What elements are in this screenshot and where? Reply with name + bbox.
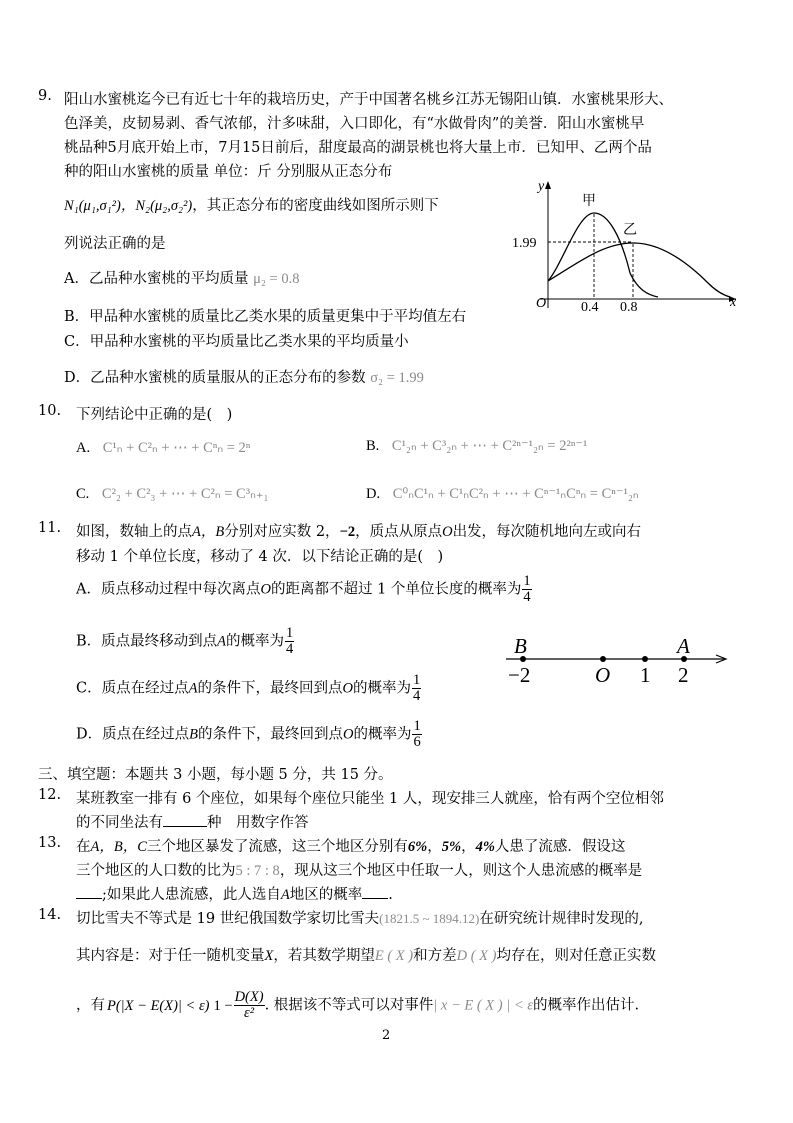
q11-l1e: ，质点从原点: [355, 524, 443, 540]
q11-l1a: 如图，数轴上的点: [76, 524, 192, 540]
q11-b-fraction: [285, 626, 294, 657]
q9-option-d-math: σ₂ = 1.99: [370, 370, 424, 386]
q14-frac-num: D(X): [234, 989, 264, 1005]
q13-rate-3: 4%: [475, 839, 495, 855]
q9-line1: 阳山水蜜桃迄今已有近七十年的栽培历史，产于中国著名桃乡江苏无锡阳山镇．水蜜桃果形大、: [64, 92, 673, 108]
tick-0-4-label: 0.4: [581, 300, 599, 313]
q11-d-den: 6: [413, 734, 421, 751]
q14-l3a: ，有: [76, 997, 105, 1014]
q13-l2b: ，现从这三个地区中任取一人，则这个人患流感的概率是: [279, 863, 643, 879]
page-number: 2: [382, 1028, 391, 1043]
q11-c-o: O: [342, 680, 353, 697]
label-origin: O: [595, 663, 611, 687]
q10-option-a-label: A.: [76, 440, 91, 456]
q10-option-d: [366, 486, 639, 503]
q10-option-d-expr: C⁰ₙC¹ₙ + C¹ₙC²ₙ + ⋯ + Cⁿ⁻¹ₙCⁿₙ = Cⁿ⁻¹₂ₙ: [392, 486, 639, 502]
q11-a2: 的距离都不超过 1 个单位长度的概率为: [270, 581, 522, 598]
q11-a-num: 1: [523, 573, 531, 589]
q12-number: 12.: [38, 787, 62, 803]
jia-curve: [548, 213, 658, 297]
q13-l1d: 人患了流感．假设这: [494, 839, 626, 855]
q11-a-o: O: [260, 581, 271, 598]
q11-d1: D．质点在经过点: [76, 726, 190, 743]
q14-line3: [76, 990, 639, 1021]
q14-l2a: 其内容是：对于任一随机变量: [76, 948, 265, 964]
q11-option-b: [76, 626, 294, 657]
q11-c1: C．质点在经过点: [76, 680, 189, 697]
q13-l2a: 三个地区的人口数的比为: [76, 863, 236, 879]
q11-points-ab: A，B: [192, 524, 225, 540]
q14-l2b: ，若其数学期望: [273, 948, 375, 964]
q9-option-d: [64, 366, 424, 387]
q14-line2: [76, 944, 656, 965]
q11-c-den: 4: [412, 688, 421, 705]
q12-answer-blank[interactable]: [163, 826, 207, 827]
q12-line2: [76, 811, 309, 832]
point-one-dot: [642, 656, 648, 662]
q14-fraction: [234, 990, 265, 1021]
q13-regions: A，B，C: [90, 839, 147, 855]
q13-sep-1: ，: [427, 839, 442, 855]
q13-line2: [76, 859, 642, 880]
q10-option-b: [366, 438, 587, 455]
q13-sep-2: ，: [461, 839, 476, 855]
q11-d3: 的概率为: [353, 726, 412, 743]
q11-option-d: [76, 719, 422, 750]
q13-blank-2[interactable]: [362, 898, 388, 899]
q9-line2: 色泽美，皮韧易剥、香气浓郁，汁多味甜，入口即化，有“水做骨肉”的美誉．阳山水蜜桃早: [64, 116, 645, 132]
q9-line5-text: ，其正态分布的密度曲线如图所示则下: [192, 198, 439, 214]
q11-option-a: [76, 574, 532, 605]
q14-event: | x − E ( X ) | < ε: [433, 997, 533, 1014]
yi-label: 乙: [623, 222, 637, 238]
q9-option-a-text: A．乙品种水蜜桃的平均质量: [64, 271, 249, 287]
q11-option-c: [76, 673, 421, 704]
q14-line1: [76, 907, 643, 928]
q11-d-b: B: [189, 726, 198, 743]
q14-frac-den: ε²: [244, 1005, 255, 1022]
q11-line2: 移动 1 个单位长度，移动了 4 次．以下结论正确的是( ): [76, 549, 444, 565]
q13-ratio: 5 : 7 : 8: [235, 863, 280, 879]
q11-minus-two: −2: [339, 524, 356, 540]
q9-option-a-math: μ₂ = 0.8: [253, 271, 300, 287]
q11-d-fraction: [412, 719, 421, 750]
q9-line6: 列说法正确的是: [64, 236, 166, 252]
q13-blank-1[interactable]: [76, 898, 102, 899]
q14-l3c: 的概率作出估计.: [532, 997, 640, 1014]
q13-line1: [76, 835, 625, 856]
q13-l3a: ;如果此人患流感，此人选自: [102, 887, 281, 903]
jia-label: 甲: [582, 193, 596, 209]
origin-label: O: [536, 296, 547, 311]
label-two: 2: [678, 663, 689, 687]
q11-c-num: 1: [412, 672, 421, 688]
q11-d-num: 1: [413, 718, 421, 734]
q14-l2c: 和方差: [413, 948, 457, 964]
q9-line4: 种的阳山水蜜桃的质量 单位：斤 分别服从正态分布: [64, 164, 393, 180]
q12-line1: 某班教室一排有 6 个座位，如果每个座位只能坐 1 人，现安排三人就座，恰有两个空位相邻: [76, 791, 664, 807]
q11-b2: 的概率为: [226, 633, 285, 650]
q11-l1c: 分别对应实数 2，: [224, 524, 340, 540]
y-axis-arrow: [545, 181, 551, 189]
q11-b-a: A: [217, 633, 227, 650]
q10-option-d-label: D.: [366, 486, 381, 502]
q11-number-line: [500, 632, 732, 690]
q14-l1a: 切比雪夫不等式是 19 世纪俄国数学家切比雪夫: [76, 911, 380, 927]
section-3-heading: 三、填空题：本题共 3 小题，每小题 5 分，共 15 分。: [38, 767, 393, 783]
q11-d-o: O: [342, 726, 354, 743]
q10-stem: 下列结论中正确的是( ): [76, 407, 233, 423]
q14-one-minus: 1 −: [213, 997, 233, 1014]
q9-option-d-text: D．乙品种水蜜桃的质量服从的正态分布的参数: [64, 370, 366, 386]
q9-density-graph: [508, 178, 748, 313]
q9-option-c: C．甲品种水蜜桃的平均质量比乙类水果的平均质量小: [64, 334, 409, 350]
q11-b1: B．质点最终移动到点: [76, 633, 218, 650]
q14-number: 14.: [38, 907, 62, 923]
q14-l3b: . 根据该不等式可以对事件: [264, 997, 434, 1014]
q11-c-fraction: [412, 673, 421, 704]
q13-number: 13.: [38, 835, 62, 851]
value-1-99-label: 1.99: [512, 236, 537, 251]
yi-curve: [548, 243, 730, 297]
q13-l3c: 地区的概率: [289, 887, 363, 903]
q11-a-fraction: [522, 574, 531, 605]
q11-a-den: 4: [523, 589, 531, 606]
q10-number: 10.: [38, 403, 62, 419]
point-o-dot: [600, 656, 606, 662]
y-axis-label: y: [538, 179, 545, 194]
q13-l1a: 在: [76, 839, 91, 855]
q14-inequality: P(|X − E(X)| < ε): [107, 997, 210, 1014]
q9-line5: [64, 194, 439, 215]
q9-number: 9.: [38, 88, 52, 104]
q9-distribution-math: N₁(μ₁,σ₁²)，N₂(μ₂,σ₂²): [64, 198, 193, 214]
q13-region-a: A: [280, 887, 290, 903]
q13-rate-2: 5%: [441, 839, 462, 855]
label-one: 1: [640, 663, 651, 687]
q14-expectation: E ( X ): [374, 948, 414, 964]
q13-line3: [76, 883, 393, 904]
q10-option-a-expr: C¹ₙ + C²ₙ + ⋯ + Cⁿₙ = 2ⁿ: [102, 440, 251, 456]
q10-option-b-expr: C¹₂ₙ + C³₂ₙ + ⋯ + C²ⁿ⁻¹₂ₙ = 2²ⁿ⁻¹: [391, 438, 588, 454]
label-a: A: [677, 634, 690, 658]
q12-l2b: 种 用数字作答: [207, 815, 309, 831]
q11-line1: [76, 520, 641, 541]
q10-option-c-label: C.: [76, 486, 90, 502]
q14-l2d: 均存在，则对任意正实数: [496, 948, 656, 964]
q13-rate-1: 6%: [407, 839, 428, 855]
q11-a1: A．质点移动过程中每次离点: [76, 581, 261, 598]
q10-option-c: [76, 486, 269, 503]
q10-option-c-expr: C²₂ + C²₃ + ⋯ + C²ₙ = C³ₙ₊₁: [101, 486, 269, 502]
q14-var-x: X: [264, 948, 274, 964]
q11-d2: 的条件下，最终回到点: [197, 726, 343, 743]
q11-c3: 的概率为: [352, 680, 411, 697]
q13-l1c: 三个地区暴发了流感，这三个地区分别有: [146, 839, 408, 855]
q14-l1b: 在研究统计规律时发现的,: [479, 911, 644, 927]
q11-number: 11.: [38, 520, 62, 536]
x-axis-label: x: [730, 295, 737, 310]
q12-l2a: 的不同坐法有: [76, 815, 163, 831]
q11-b-num: 1: [286, 625, 294, 641]
q13-l3d: .: [388, 887, 393, 903]
q9-option-a: [64, 267, 299, 288]
q11-l1g: 出发，每次随机地向左或向右: [452, 524, 642, 540]
q14-years: (1821.5 ~ 1894.12): [379, 911, 480, 926]
q11-b-den: 4: [286, 641, 294, 658]
q9-line3: 桃品种5月底开始上市，7月15日前后，甜度最高的湖景桃也将大量上市．已知甲、乙两个品: [64, 140, 652, 156]
q11-c-a: A: [188, 680, 198, 697]
q11-origin-o: O: [442, 524, 453, 540]
q11-c2: 的条件下，最终回到点: [197, 680, 343, 697]
q10-option-b-label: B.: [366, 438, 380, 454]
q14-variance: D ( X ): [456, 948, 497, 964]
q10-option-a: [76, 440, 250, 457]
label-b: B: [514, 634, 527, 658]
label-minus-two: −2: [508, 663, 531, 687]
tick-0-8-label: 0.8: [620, 300, 638, 313]
q9-option-b: B．甲品种水蜜桃的质量比乙类水果的质量更集中于平均值左右: [64, 309, 467, 325]
